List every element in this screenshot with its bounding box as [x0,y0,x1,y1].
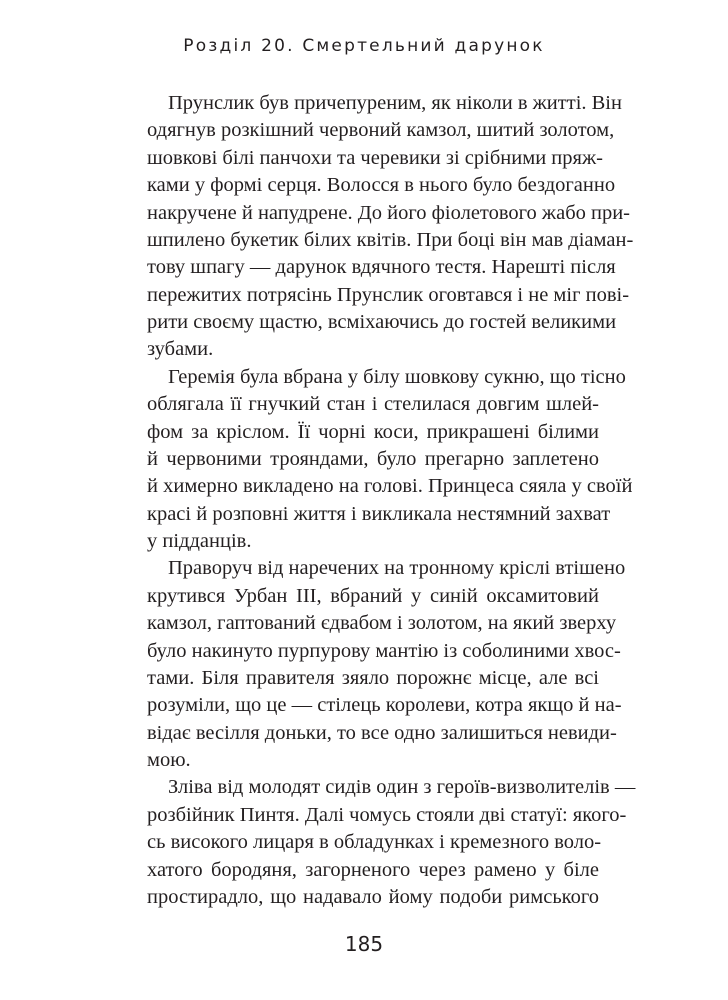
page-number: 185 [344,932,384,956]
text-line: красі й розповні життя і викликала нестямний захват [147,503,611,525]
text-line: ками у формі серця. Волосся в нього було бездоганно [147,174,616,196]
text-line: облягала її гнучкий стан і стелилася довгим шлей- [147,393,599,415]
text-line: тову шпагу — дарунок вдячного тестя. Нарешті після [147,256,616,278]
text-line: Зліва від молодят сидів один з героїв-визволителів — [168,776,636,798]
running-head: Розділ 20. Смертельний дарунок [183,36,545,56]
text-line: зубами. [147,338,214,360]
text-line: Геремія була вбрана у білу шовкову сукню, що тісно [168,366,626,388]
text-line: розбійник Пинтя. Далі чомусь стояли дві статуї: якого- [147,804,627,826]
text-line: пережитих потрясінь Прунслик оговтався і не міг пові- [147,284,630,306]
text-line: сь високого лицаря в обладунках і кремезного воло- [147,831,602,853]
text-line: простирадло, що надавало йому подоби римського [147,886,599,908]
text-line: відає весілля доньки, то все одно залишиться невиди- [147,722,617,744]
text-line: накручене й напудрене. До його фіолетового жабо при- [147,202,631,224]
text-line: й химерно викладено на голові. Принцеса сяяла у своїй [147,475,633,497]
text-line: тами. Біля правителя зяяло порожнє місце, але всі [147,667,599,689]
text-line: розуміли, що це — стілець королеви, котра якщо й на- [147,694,622,716]
text-line: у підданців. [147,530,252,552]
text-line: було накинуто пурпурову мантію із соболиними хвос- [147,640,621,662]
text-line: й червоними трояндами, було прегарно заплетено [147,448,599,470]
text-line: Прунслик був причепуреним, як ніколи в житті. Він [168,92,622,114]
text-line: рити своєму щастю, всміхаючись до гостей великими [147,311,617,333]
text-line: шовкові білі панчохи та черевики зі срібними пряж- [147,147,603,169]
text-line: мою. [147,749,191,771]
text-line: Праворуч від наречених на тронному кріслі втішено [168,557,626,579]
text-line: шпилено букетик білих квітів. При боці він мав діаман- [147,229,634,251]
text-line: камзол, гаптований єдвабом і золотом, на який зверху [147,612,617,634]
text-line: крутився Урбан III, вбраний у синій оксамитовий [147,585,599,607]
text-line: одягнув розкішний червоний камзол, шитий золотом, [147,119,615,141]
text-line: хатого бородяня, загорненого через рамено у біле [147,859,599,881]
text-line: фом за кріслом. Її чорні коси, прикрашені білими [147,421,599,443]
